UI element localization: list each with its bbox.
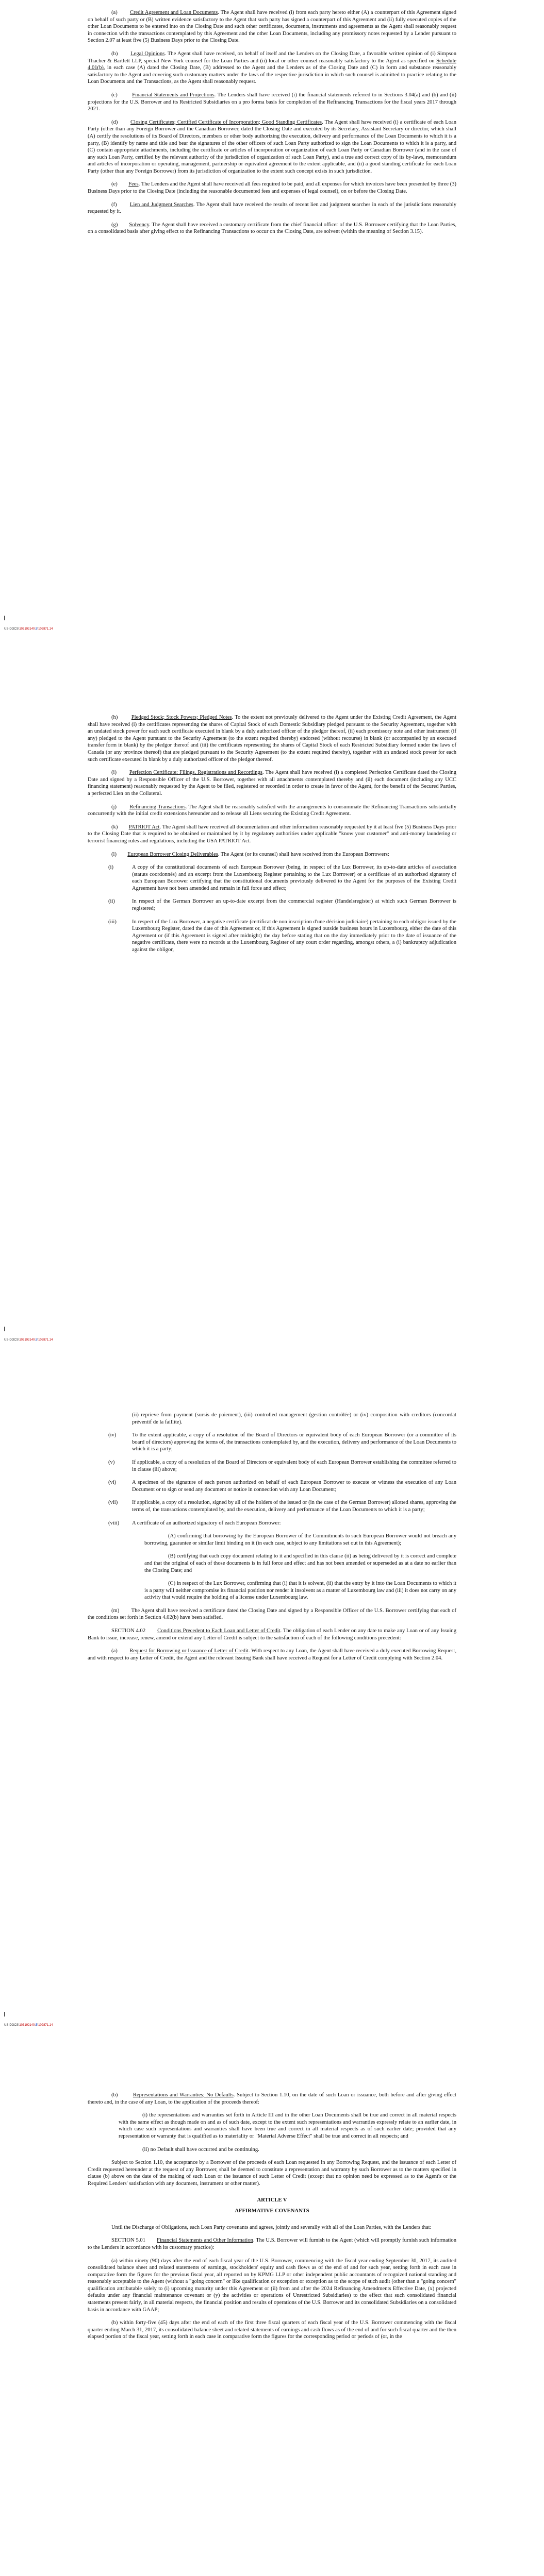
clause-l-i: (i) A copy of the constitutional documents of each European Borrower (being, in respect of the Lux Borrower, its up-to-date articles of association (statuts coordonnés) and an excerpt from the Luxembourg Register pertaining to the Lux Borrower) or a certificate of an authorized signatory of each European Borrower certifying that the constitutional documents previously delivered to the Agent for the purposes of the Existing Credit Agreement have not been amended and remain in full force and effect; [108,865,456,891]
article-heading: ARTICLE V [257,2197,287,2203]
clause-l-v: (v) If applicable, a copy of a resolution of the Board of Directors or equivalent body of each European Borrower establishing the committee referred to in clause (iii) above; [108,1459,456,1472]
page-break-marker [4,2012,5,2016]
clause-4-02-b: (b) Representations and Warranties; No Defaults. Subject to Section 1.10, on the date of such Loan or issuance, both before and after giving effect thereto and, in the case of any Loan, to the application of the proceeds thereof: [88,2092,457,2105]
page-4 [0,2087,544,2576]
clause-4-01-f: (f) Lien and Judgment Searches. The Agent shall have received the results of recent lien and judgment searches in each of the jurisdictions reasonably requested by it. [88,201,457,215]
schedule-link[interactable]: Schedule 4.01(b) [88,58,456,71]
clause-l-viii-c: (C) in respect of the Lux Borrower, confirming that (i) that it is solvent, (ii) that the entry by it into the Loan Documents to which it is a party will neither compromise its financial position nor render it insolvent as a matter of Luxembourg law and (iii) it does not carry on any activity that would require the holding of a license under Luxembourg law. [144,1581,456,1601]
clause-4-01-b: (b) Legal Opinions. The Agent shall have received, on behalf of itself and the Lenders on the Closing Date, a favorable written opinion of (i) Simpson Thacher & Bartlett LLP, special New York counsel for the Loan Parties and (ii) local or other counsel reasonably satisfactory to the Agent as specified on Schedule 4.01(b), in each case (A) dated the Closing Date, (B) addressed to the Agent and the Lenders as of the Closing Date and (C) in form and substance reasonably satisfactory to the Agent and covering such customary matters under the laws of the respective jurisdiction in which such counsel is admitted to practice relating to the Loan Documents and the Transactions, as the Agent shall reasonably request. [88,50,456,85]
clause-4-01-d: (d) Closing Certificates; Certified Certificate of Incorporation; Good Standing Certificates. The Agent shall have received (i) a certificate of each Loan Party (other than any Foreign Borrower and the Canadian Borrower, dated the Closing Date and executed by its Secretary, Assistant Secretary or director, which shall (A) certify the resolutions of its Board of Directors, members or other body authorizing the execution, delivery and performance of the Loan Documents to which it is a party, (B) identify by name and title and bear the signatures of the other officers of such Loan Party authorized to sign the Loan Documents to which it is a party, and (C) contain appropriate attachments, including the certificate or articles of incorporation or organization of each Loan Party or Canadian Borrower (and in the case of any such Loan Party, certified by the relevant authority of the jurisdiction of organization of such Loan Party), and a true and correct copy of its by-laws, memorandum and articles of incorporation or operating, management, partnership or equivalent agreement to the extent applicable, and (ii) a good standing certificate for each Loan Party (other than any Foreign Borrower) from its jurisdiction of organization to the extent such concept exists in such jurisdiction. [88,119,456,174]
clause-4-02-tail: Subject to Section 1.10, the acceptance by a Borrower of the proceeds of each Loan requested in any Borrowing Request, and the issuance of each Letter of Credit requested hereunder at the request of any Borrower, shall be deemed to constitute a representation and warranty by such Borrower as to the matters specified in clause (b) above on the date of the making of such Loan or the issuance of such Letter of Credit (except that no opinion need be expressed as to the Agent's or the Required Lenders' satisfaction with any document, instrument or other matter). [88,2160,456,2187]
clause-4-01-i: (i) Perfection Certificate; Filings, Registrations and Recordings. The Agent shall have received (i) a completed Perfection Certificate dated the Closing Date and signed by a Responsible Officer of the U.S. Borrower, together with all attachments contemplated thereby and (ii) each document (including any UCC financing statement) reasonably requested by the Agent to be filed, registered or recorded in order to create in favor of the Agent, for the benefit of the Secured Parties, a perfected Lien on the Collateral. [88,770,457,796]
page-2 [0,706,544,1340]
article-intro: Until the Discharge of Obligations, each Loan Party covenants and agrees, jointly and severally with all of the Loan Parties, with the Lenders that: [111,2224,432,2230]
clause-l-iv: (iv) To the extent applicable, a copy of a resolution of the Board of Directors or equivalent body of each European Borrower (or a committee of its board of directors) approving the terms of, the transactions contemplated by, and the execution, delivery and performance of the Loan Documents to which it is a party; [108,1432,456,1452]
page-3 [0,1401,544,2050]
doc-footer: US-DOCS\103192140.5\102871.14 [4,2024,53,2027]
section-5-01: SECTION 5.01 Financial Statements and Other Information. The U.S. Borrower will furnish to the Agent (which will promptly furnish such information to the Lenders in accordance with its customary practice): [88,2238,457,2250]
page-1 [0,0,544,634]
clause-l-viii: (viii) A certificate of an authorized signatory of each European Borrower: [108,1520,281,1526]
clause-l-iii: (iii) In respect of the Lux Borrower, a negative certificate (certificat de non inscription d'une décision judiciaire) pertaining to each obligor issued by the Luxembourg Register, dated the date of this Agreement or, if this Agreement is signed outside business hours in Luxembourg, either the date of this Agreement or (if this Agreement is signed after midnight) the day before stating that on the day immediately prior to the date of issuance of the negative certificate, there were no records at the Luxembourg Register of any court order regarding, amongst others, a (i) bankruptcy adjudication against the obligor, [108,919,456,953]
clause-5-01-a: (a) within ninety (90) days after the end of each fiscal year of the U.S. Borrower, commencing with the fiscal year ending September 30, 2017, its audited consolidated balance sheet and related statements of earnings, stockholders' equity and cash flows as of the end of and for such year, setting forth in each case in comparative form the figures for the previous fiscal year, all reported on by KPMG LLP or other independent public accountants of recognized national standing and reasonably acceptable to the Agent (without a "going concern" or like qualification or exception or exception as to the scope of such audit (other than a "going concern" qualification attributable solely to (i) upcoming maturity under this Agreement or (ii) from and after the 2024 Refinancing Amendments Effective Date, (x) projected defaults under any financial maintenance covenant or (y) the activities or operations of Unrestricted Subsidiaries) to the effect that such consolidated financial statements present fairly, in all material respects, the financial position and results of operations of the U.S. Borrower and its consolidated Subsidiaries on a consolidated basis in accordance with GAAP; [88,2258,456,2313]
clause-l-viii-b: (B) certifying that each copy document relating to it and specified in this clause (ii) as being delivered by it is correct and complete and that the original of each of those documents is in full force and effect and has not been amended or superseded as at a date no earlier than the Closing Date; and [144,1553,456,1573]
clause-4-02-b-i: (i) the representations and warranties set forth in Article III and in the other Loan Documents shall be true and correct in all material respects with the same effect as though made on and as of such date, except to the extent such representations and warranties expressly relate to an earlier date, in which case such representations and warranties shall have been true and correct in all material respects as of such earlier date; provided that any representation or warranty that is qualified as to materiality or "Material Adverse Effect" shall be true and correct in all respects; and [119,2112,456,2139]
clause-4-01-g: (g) Solvency. The Agent shall have received a customary certificate from the chief financial officer of the U.S. Borrower certifying that the Loan Parties, on a consolidated basis after giving effect to the Refinancing Transactions to occur on the Closing Date, are solvent (within the meaning of Section 3.15). [88,222,457,235]
clause-4-01-c: (c) Financial Statements and Projections. The Lenders shall have received (i) the financial statements referred to in Sections 3.04(a) and (b) and (ii) projections for the U.S. Borrower and its Restricted Subsidiaries on a pro forma basis for completion of the Refinancing Transactions for the fiscal years 2017 through 2021. [88,92,456,112]
clause-4-01-e: (e) Fees. The Lenders and the Agent shall have received all fees required to be paid, and all expenses for which invoices have been presented by three (3) Business Days prior to the Closing Date (including the reasonable documented fees and expenses of legal counsel), on or before the Closing Date. [88,181,456,195]
clause-l-iii-cont: (ii) reprieve from payment (sursis de paiement), (iii) controlled management (gestion contrôlée) or (iv) composition with creditors (concordat préventif de la faillite). [132,1412,456,1425]
clause-l-ii: (ii) In respect of the German Borrower an up-to-date excerpt from the commercial register (Handelsregister) at which such German Borrower is registered; [108,899,456,912]
clause-4-01-l: (l) European Borrower Closing Deliverables. The Agent (or its counsel) shall have received from the European Borrowers: [111,851,389,857]
page-break-marker [4,1327,5,1331]
clause-4-01-h: (h) Pledged Stock; Stock Powers; Pledged Notes. To the extent not previously delivered to the Agent under the Existing Credit Agreement, the Agent shall have received (i) the certificates representing the shares of Capital Stock of each Domestic Subsidiary pledged pursuant to the Security Agreement, together with an undated stock power for each such certificate executed in blank by a duly authorized officer of the pledgor thereof, (ii) each promissory note and other instrument (if any) pledged to the Agent pursuant to the Security Agreement (to the extent required thereby) endorsed (without recourse) in blank (or accompanied by an executed transfer form in blank) by the pledgor thereof and (iii) the certificates representing the shares of Capital Stock of each Restricted Subsidiary formed under the laws of Canada (or any province thereof) that are pledged pursuant to the Security Agreement (to the extent required thereby), together with an undated stock power for each such certificate executed in blank by a duly authorized officer of the pledgor thereof. [88,715,457,762]
clause-4-02-b-ii: (ii) no Default shall have occurred and be continuing. [142,2146,259,2153]
clause-l-viii-a: (A) confirming that borrowing by the European Borrower of the Commitments to such European Borrower would not breach any borrowing, guarantee or similar limit binding on it (in each case, subject to any limitations set out in this Agreement); [144,1533,456,1546]
clause-4-02-a: (a) Request for Borrowing or Issuance of Letter of Credit. With respect to any Loan, the Agent shall have received a duly executed Borrowing Request, and with respect to any Letter of Credit, the Agent and the relevant Issuing Bank shall have received a Request for a Letter of Credit complying with Section 2.04. [88,1648,457,1661]
clause-4-01-m: (m) The Agent shall have received a certificate dated the Closing Date and signed by a Responsible Officer of the U.S. Borrower certifying that each of the conditions set forth in Section 4.02(b) have been satisfied. [88,1607,456,1621]
article-title: AFFIRMATIVE COVENANTS [235,2208,309,2214]
clause-4-01-j: (j) Refinancing Transactions. The Agent shall be reasonably satisfied with the arrangements to consummate the Refinancing Transactions substantially concurrently with the initial credit extensions hereunder and to release all Liens securing the Existing Credit Agreement. [88,804,457,817]
clause-l-vi: (vi) A specimen of the signature of each person authorized on behalf of each European Borrower to execute or witness the execution of any Loan Document or to sign or send any document or notice in connection with any Loan Document; [108,1480,456,1493]
clause-l-vii: (vii) If applicable, a copy of a resolution, signed by all of the holders of the issued or (in the case of the German Borrower) allotted shares, approving the terms of, the transactions contemplated by, and the execution, delivery and performance of the Loan Documents to which it is a party; [108,1500,456,1513]
section-4-02: SECTION 4.02 Conditions Precedent to Each Loan and Letter of Credit. The obligation of each Lender on any date to make any Loan or of any Issuing Bank to issue, increase, renew, amend or extend any Letter of Credit is subject to the satisfaction of each of the following conditions precedent: [88,1628,456,1641]
clause-5-01-b: (b) within forty-five (45) days after the end of each of the first three fiscal quarters of each fiscal year of the U.S. Borrower commencing with the fiscal quarter ending March 31, 2017, its consolidated balance sheet and related statements of earnings and cash flows as of the end of and for such fiscal quarter and the then elapsed portion of the fiscal year, setting forth in each case in comparative form the figures for the corresponding period or periods of (or, in the [88,2320,456,2340]
clause-4-01-a: (a) Credit Agreement and Loan Documents. The Agent shall have received (i) from each party hereto either (A) a counterpart of this Agreement signed on behalf of such party or (B) written evidence satisfactory to the Agent that such party has signed a counterpart of this Agreement and (ii) fully executed copies of the other Loan Documents to be entered into on the Closing Date and such other certificates, documents, instruments and agreements as the Agent shall reasonably request in connection with the transactions contemplated by this Agreement and the other Loan Documents, including any promissory notes requested by a Lender pursuant to Section 2.07 at least five (5) Business Days prior to the Closing Date. [88,10,456,44]
clause-4-01-k: (k) PATRIOT Act. The Agent shall have received all documentation and other information reasonably requested by it at least five (5) Business Days prior to the Closing Date that is required to be obtained or maintained by it by regulatory authorities under applicable "know your customer" and anti-money laundering or terrorist financing rules and regulations, including the USA PATRIOT Act. [88,824,456,844]
doc-footer: US-DOCS\103192140.5\102871.14 [4,628,53,631]
page-break-marker [4,616,5,620]
doc-footer: US-DOCS\103192140.5\102871.14 [4,1338,53,1342]
